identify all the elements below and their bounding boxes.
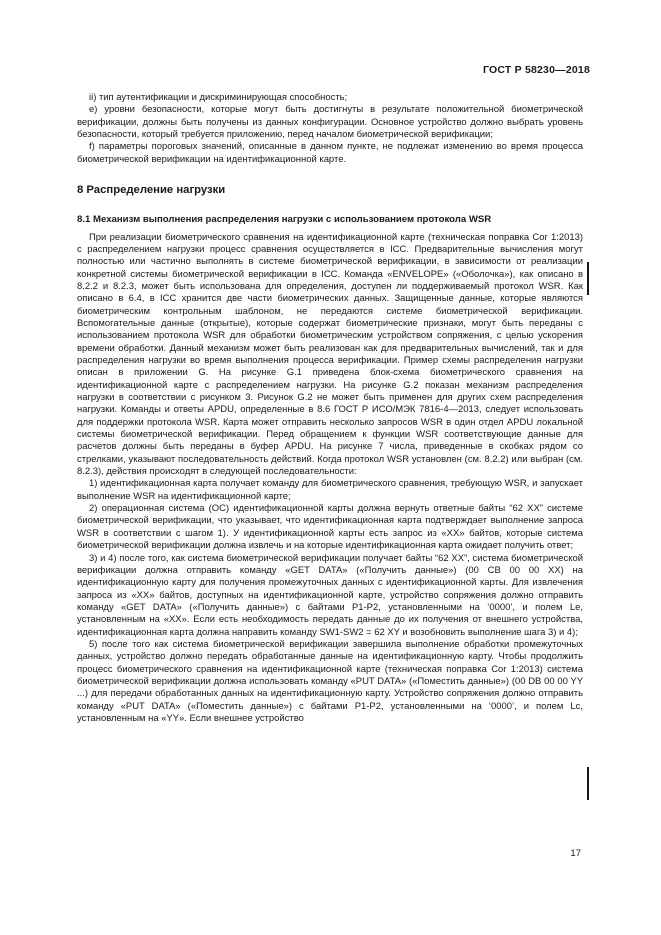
intro-item-ii: ii) тип аутентификации и дискриминирующая способность; (89, 92, 348, 103)
step-5: 5) после того как система биометрической верификации завершила выполнение обработки промежуточных данных, устройство должно передать обработанные данные на идентификационную карту. Чтобы продолжить процесс биометрического сравнения на идентификационной карте (техническая поправка Cor 1:2013) система биометрической верификации должна использовать команду «PUT DATA» («Поместить данные») (00 DB 00 00 YY ...) для передачи обработанных данных на идентификационную карту. Устройство сопряжения должно отправить команду «PUT DATA» («Поместить данные») с байтами P1-P2, установленными на ‘0000’, и полем Lc, установленным на «YY». Если внешнее устройство (77, 638, 583, 724)
change-bar-top (587, 262, 589, 295)
step-1: 1) идентификационная карта получает команду для биометрического сравнения, требующую WSR, и запускает выполнение WSR на идентификационной карте; (77, 478, 583, 502)
page-number: 17 (570, 848, 581, 859)
document-header-standard: ГОСТ Р 58230—2018 (482, 64, 590, 76)
intro-item-f: f) параметры пороговых значений, описанные в данном пункте, не подлежат изменению во время процесса биометрической верификации на идентификационной карте. (77, 141, 583, 165)
section-8-1-heading: 8.1 Механизм выполнения распределения нагрузки с использованием протокола WSR (77, 214, 492, 226)
section-8-heading: 8 Распределение нагрузки (77, 184, 226, 197)
page-body (77, 92, 583, 725)
step-3-4: 3) и 4) после того, как система биометрической верификации получает байты “62 XX”, система биометрической верификации должна отправить команду «GET DATA» («Получить данные») (00 CB 00 00 XX) на идентификационную карту для получения промежуточных данных с идентификационной карты. Для извлечения запроса из «XX» байтов, доступных на идентификационной карте, устройство сопряжения должно отправить команду «GET DATA» («Получить данные») с байтами P1-P2, установленными на ‘0000’, и полем Le, установленным на «XX». Если есть необходимость передать данные до их получения от внешнего устройства, идентификационная карта должна направить команду SW1-SW2 = 62 XY и возобновить выполнение шага 3) и 4); (77, 552, 583, 638)
step-2: 2) операционная система (OC) идентификационной карты должна вернуть ответные байты “62 XX” системе биометрической верификации, что указывает, что идентификационная карта подтверждает выполнение запроса WSR в соответствии с шагом 1). У идентификационной карты есть запрос из «XX» байтов, которые система биометрической верификации должна извлечь и на которые идентификационная карта ожидает получить ответ; (77, 503, 583, 552)
section-8-1-paragraph: При реализации биометрического сравнения на идентификационной карте (техническая поправка Cor 1:2013) с распределением нагрузки процесс сравнения осуществляется в ICC. Предварительные вычисления могут полностью или частично выполнять в системе биометрической верификации, в зависимости от реализации конкретной системы биометрической верификации в ICC. Команда «ENVELOPE» («Оболочка»), как описано в 8.2.2 и 8.2.3, может быть использована для определения, доступен ли поддерживаемый протокол WSR. Как описано в 6.4, в ICC хранится две части биометрических данных. Защищенные данные, которые являются биометрическим контрольным шаблоном, не передаются системе биометрической верификации. Вспомогательные данные (открытые), которые содержат биометрические признаки, могут быть переданы с использованием протокола WSR для обработки биометрическим устройством сопряжения, с целью ускорения времени обработки. Данный механизм может быть реализован как для предварительных вычислений, так и для распределения нагрузки во время выполнения процесса верификации. Пример схемы распределения нагрузки описан в приложении G. На рисунке G.1 приведена блок-схема биометрического сравнения на идентификационной карте с распределением нагрузки. На рисунке G.2 показан механизм распределения нагрузки в соответствии с рисунком 3. Рисунок G.2 не может быть применен для других схем распределения нагрузки. Команды и ответы APDU, определенные в 8.6 ГОСТ Р ИСО/МЭК 7816-4—2013, следует использовать для поддержки протокола WSR. Карта может отправить несколько запросов WSR в один отдел APDU локальной системы биометрической верификации. Перед обращением к функции WSR соответствующие данные для расчетов должны быть переданы в буфер APDU. На рисунке 7 числа, приведенные в скобках рядом со стрелками, указывают последовательность действий. Когда протокол WSR установлен (см. 8.2.2) или выбран (см. 8.2.3), действия происходят в следующей последовательности: (77, 231, 583, 478)
intro-item-e: e) уровни безопасности, которые могут быть достигнуты в результате положительной биометрической верификации, должны быть получены из данных конфигурации. Основное устройство должно выбрать уровень безопасности, который требуется приложению, перед началом биометрической верификации; (77, 104, 583, 141)
change-bar-bottom (587, 767, 589, 800)
